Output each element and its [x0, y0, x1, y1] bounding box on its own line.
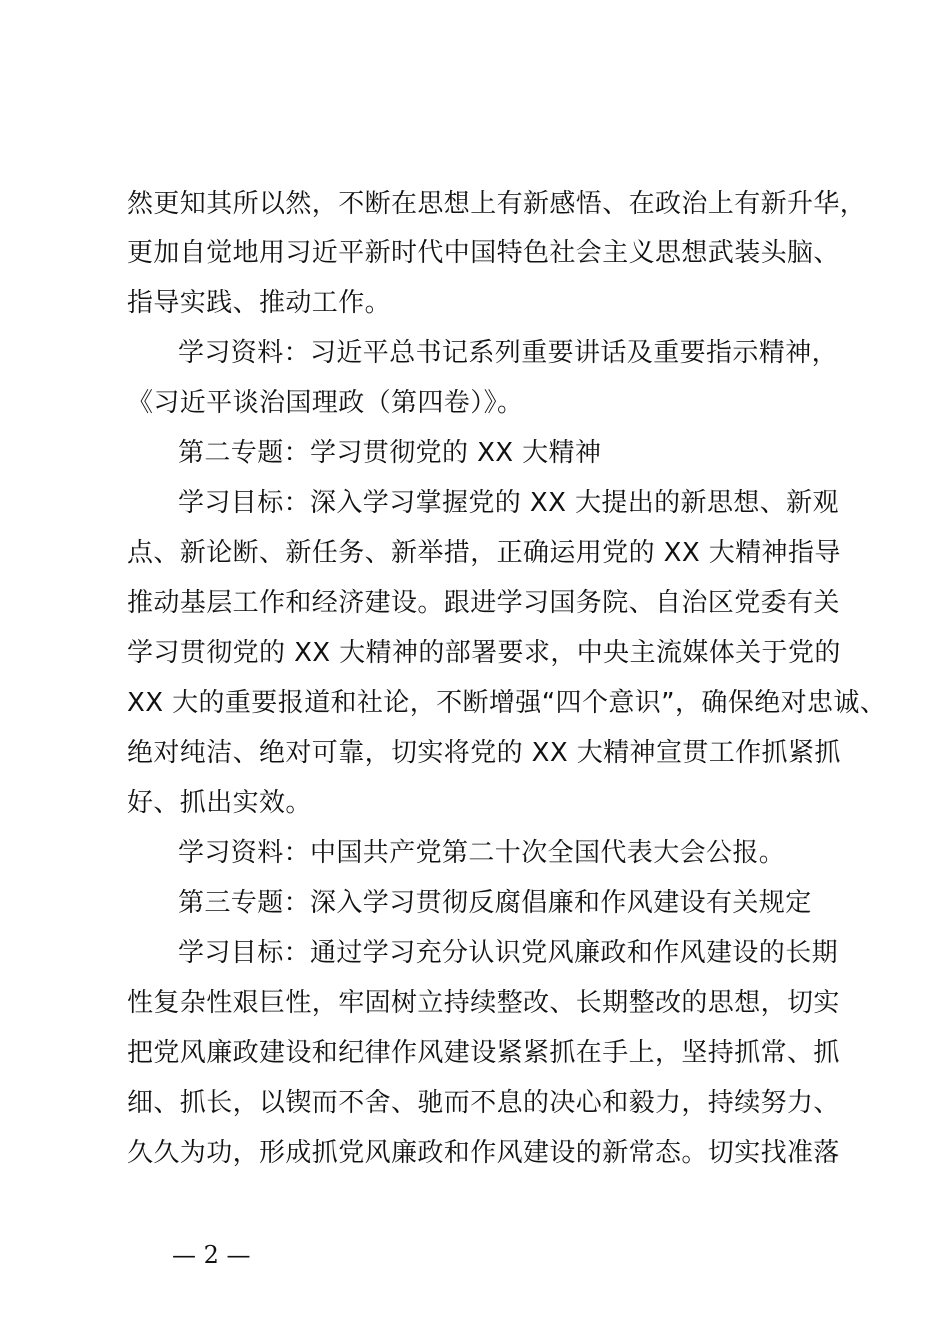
body-line: 学习资料：中国共产党第二十次全国代表大会公报。	[178, 838, 786, 868]
page-number: — 2 —	[172, 1241, 251, 1269]
body-line: 学习目标：深入学习掌握党的 XX 大提出的新思想、新观	[178, 488, 839, 518]
body-line: 好、抓出实效。	[127, 788, 312, 818]
body-line: 学习目标：通过学习充分认识党风廉政和作风建设的长期	[178, 938, 839, 968]
body-line: 细、抓长，以锲而不舍、驰而不息的决心和毅力，持续努力、	[127, 1088, 840, 1118]
body-line: XX 大的重要报道和社论，不断增强“四个意识”，确保绝对忠诚、	[127, 688, 887, 718]
body-line: 性复杂性艰巨性，牢固树立持续整改、长期整改的思想，切实	[127, 988, 840, 1018]
body-line: 绝对纯洁、绝对可靠，切实将党的 XX 大精神宣贯工作抓紧抓	[127, 738, 841, 768]
body-line: 学习贯彻党的 XX 大精神的部署要求，中央主流媒体关于党的	[127, 638, 841, 668]
body-line: 久久为功，形成抓党风廉政和作风建设的新常态。切实找准落	[127, 1138, 840, 1168]
section-heading: 第三专题：深入学习贯彻反腐倡廉和作风建设有关规定	[178, 888, 812, 918]
body-line: 《习近平谈治国理政（第四卷）》。	[127, 388, 524, 418]
body-line: 把党风廉政建设和纪律作风建设紧紧抓在手上，坚持抓常、抓	[127, 1038, 840, 1068]
body-line: 更加自觉地用习近平新时代中国特色社会主义思想武装头脑、	[127, 238, 840, 268]
section-heading: 第二专题：学习贯彻党的 XX 大精神	[178, 438, 602, 468]
body-line: 然更知其所以然，不断在思想上有新感悟、在政治上有新升华，	[127, 189, 867, 219]
body-line: 学习资料：习近平总书记系列重要讲话及重要指示精神，	[178, 338, 839, 368]
body-line: 点、新论断、新任务、新举措，正确运用党的 XX 大精神指导	[127, 538, 841, 568]
body-line: 指导实践、推动工作。	[127, 288, 392, 318]
body-line: 推动基层工作和经济建设。跟进学习国务院、自治区党委有关	[127, 588, 840, 618]
